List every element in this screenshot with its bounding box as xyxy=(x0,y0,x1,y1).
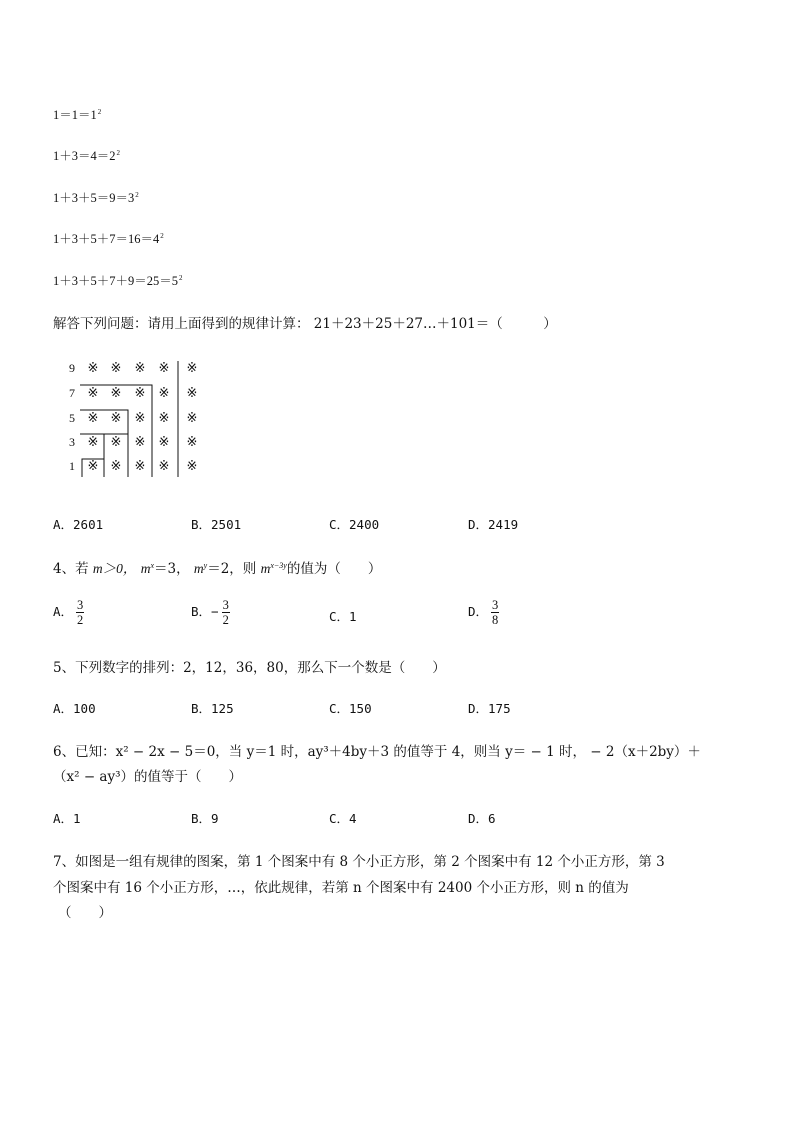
symbol-cell: ※ xyxy=(186,361,198,376)
symbol-cell: ※ xyxy=(158,435,170,450)
equation-3: $1+3+5=9=3^2$ xyxy=(53,191,139,205)
row-label-9: 9 xyxy=(69,361,75,375)
q4-option-d[interactable]: D． $\frac{3}{8}$ xyxy=(468,598,499,627)
q4-prompt: 4、若 m＞0， $m^x=3$， $m^y=2$，则 $m^{x-3y}$的值为（ ） xyxy=(53,561,382,577)
q3-option-c[interactable]: C．2400 xyxy=(329,517,380,532)
q5-prompt: 5、下列数字的排列：2，12，36，80，那么下一个数是（ ） xyxy=(53,660,446,676)
symbol-cell: ※ xyxy=(134,361,146,376)
q6-option-d[interactable]: D．6 xyxy=(468,811,496,826)
symbol-cell: ※ xyxy=(186,459,198,474)
symbol-cell: ※ xyxy=(186,435,198,450)
equation-1: $1=1=1^2$ xyxy=(53,108,102,122)
symbol-cell: ※ xyxy=(134,386,146,401)
symbol-cell: ※ xyxy=(87,411,99,426)
equation-5: $1+3+5+7+9=25=5^2$ xyxy=(53,274,183,288)
symbol-cell: ※ xyxy=(134,411,146,426)
dot-pattern-figure xyxy=(60,355,220,485)
q6-prompt-line1: 6、已知：x² − 2x − 5＝0，当 y＝1 时，ay³＋4by＋3 的值等于 4，则当 y＝ − 1 时， − 2（x＋2by）＋ xyxy=(53,744,701,760)
row-label-7: 7 xyxy=(69,386,75,400)
q5-option-d[interactable]: D．175 xyxy=(468,701,511,716)
q3-option-b[interactable]: B．2501 xyxy=(191,517,242,532)
symbol-cell: ※ xyxy=(87,386,99,401)
q3-prompt: 解答下列问题：请用上面得到的规律计算： 21＋23＋25＋27…＋101＝（ ） xyxy=(53,316,557,332)
row-label-5: 5 xyxy=(69,411,75,425)
q7-prompt-line1: 7、如图是一组有规律的图案，第 1 个图案中有 8 个小正方形，第 2 个图案中有 12 个小正方形，第 3 xyxy=(53,854,665,870)
symbol-cell: ※ xyxy=(87,435,99,450)
symbol-cell: ※ xyxy=(186,411,198,426)
row-label-1: 1 xyxy=(69,459,75,473)
symbol-cell: ※ xyxy=(158,459,170,474)
q6-prompt-line2: （x² − ay³）的值等于（ ） xyxy=(53,769,243,785)
symbol-cell: ※ xyxy=(186,386,198,401)
q3-option-d[interactable]: D．2419 xyxy=(468,517,519,532)
symbol-cell: ※ xyxy=(158,361,170,376)
symbol-cell: ※ xyxy=(134,435,146,450)
symbol-cell: ※ xyxy=(87,361,99,376)
symbol-cell: ※ xyxy=(110,386,122,401)
q6-option-a[interactable]: A．1 xyxy=(53,811,81,826)
symbol-cell: ※ xyxy=(110,459,122,474)
q3-option-a[interactable]: A．2601 xyxy=(53,517,104,532)
q4-option-b[interactable]: B．− $\frac{3}{2}$ xyxy=(191,598,229,627)
q5-option-c[interactable]: C．150 xyxy=(329,701,372,716)
symbol-cell: ※ xyxy=(158,411,170,426)
symbol-cell: ※ xyxy=(87,459,99,474)
symbol-cell: ※ xyxy=(110,411,122,426)
equation-2: $1+3=4=2^2$ xyxy=(53,149,121,163)
q4-option-c[interactable]: C．1 xyxy=(329,609,357,624)
equation-4: $1+3+5+7=16=4^2$ xyxy=(53,232,164,246)
row-label-3: 3 xyxy=(69,435,75,449)
q5-option-a[interactable]: A．100 xyxy=(53,701,96,716)
q5-option-b[interactable]: B．125 xyxy=(191,701,234,716)
q6-option-c[interactable]: C．4 xyxy=(329,811,357,826)
q7-prompt-line3: （ ） xyxy=(58,905,112,921)
symbol-cell: ※ xyxy=(134,459,146,474)
q4-option-a[interactable]: A． $\frac{3}{2}$ xyxy=(53,598,84,627)
q6-option-b[interactable]: B．9 xyxy=(191,811,219,826)
symbol-cell: ※ xyxy=(110,435,122,450)
symbol-cell: ※ xyxy=(158,386,170,401)
q7-prompt-line2: 个图案中有 16 个小正方形，…，依此规律，若第 n 个图案中有 2400 个小正方形，则 n 的值为 xyxy=(53,880,629,896)
symbol-cell: ※ xyxy=(110,361,122,376)
